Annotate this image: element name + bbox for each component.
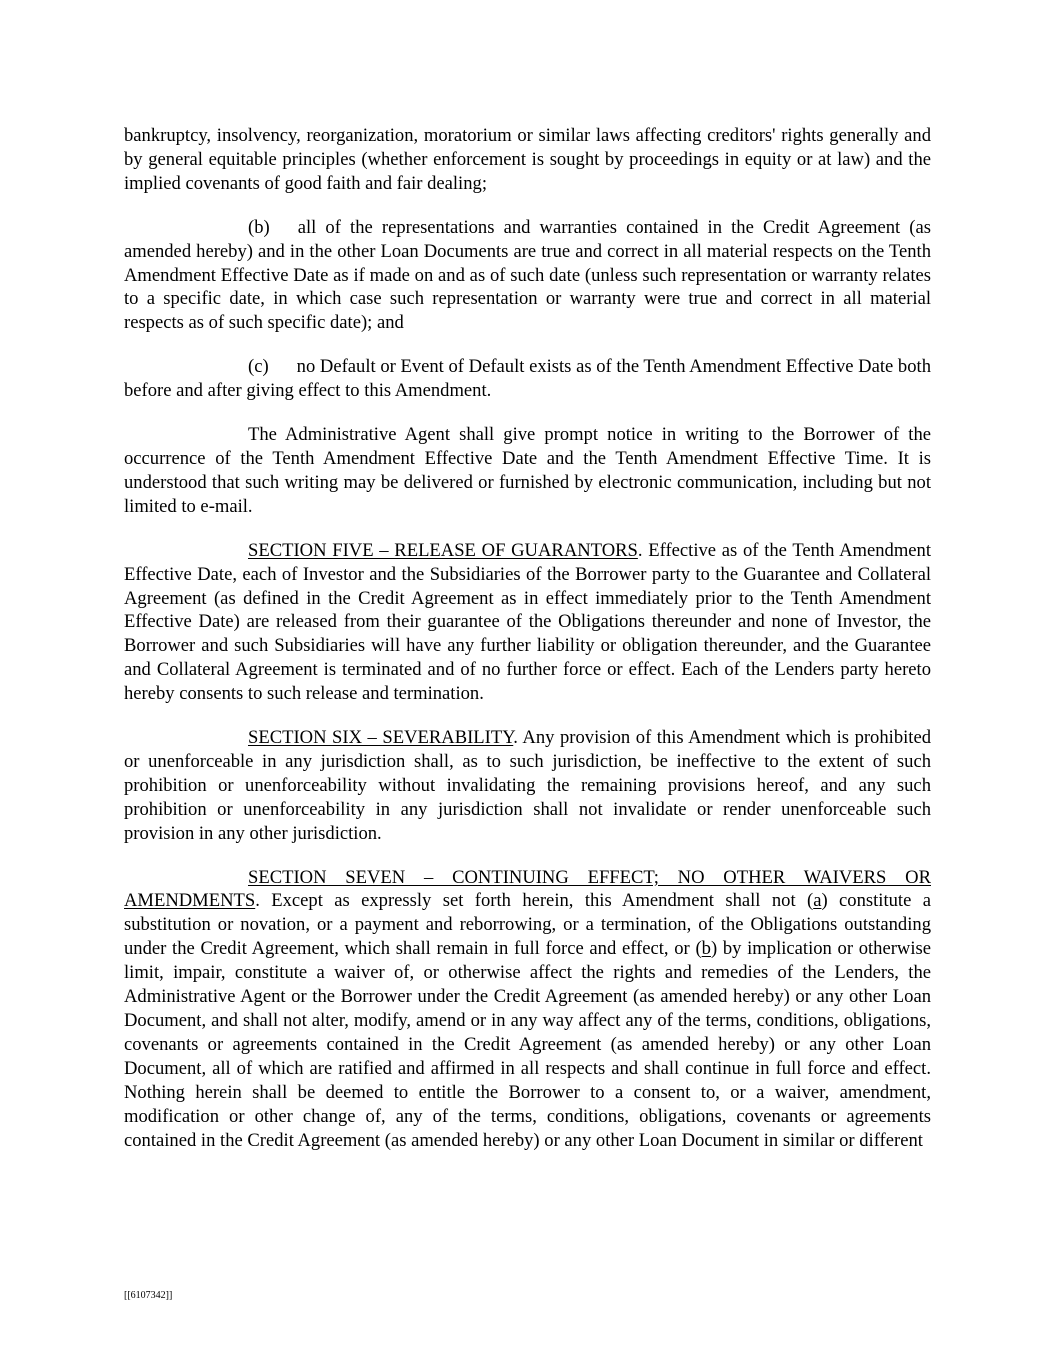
paragraph-section-seven xyxy=(124,866,931,1153)
clause-text-c: no Default or Event of Default exists as of the Tenth Amendment Effective Date both before and after giving effect to this Amendment. xyxy=(124,356,931,402)
paragraph-c-no-default xyxy=(124,355,931,403)
document-footer-id: [[6107342]] xyxy=(124,1290,173,1301)
paragraph-bankruptcy: bankruptcy, insolvency, reorganization, moratorium or similar laws affecting creditors' rights generally and by general equitable principles (whether enforcement is sought by proceedings in equity or at law) and the implied covenants of good faith and fair dealing; xyxy=(124,125,931,194)
section-seven-text-b: ) constitute a substitution or novation, or a payment and reborrowing, or a termination, of the Obligations outstanding under the Credit Agreement, which shall remain in full force and effect, or ( xyxy=(124,890,931,960)
paragraph-section-five xyxy=(124,539,931,706)
clause-text-b: all of the representations and warranties contained in the Credit Agreement (as amended hereby) and in the other Loan Documents are true and correct in all material respects on the Tenth Amendment Effective Date as if made on and as of such date (unless such representation or warranty relates to a specific date, in which case such representation or warranty were true and correct in all material respects as of such specific date); and xyxy=(124,216,931,334)
section-five-text: . Effective as of the Tenth Amendment Effective Date, each of Investor and the Subsidiaries of the Borrower party to the Guarantee and Collateral Agreement (as defined in the Credit Agreement as in effect immediately prior to the Tenth Amendment Effective Date) are released from their guarantee of the Obligations thereunder and none of Investor, the Borrower and such Subsidiaries will have any further liability or obligation thereunder, and the Guarantee and Collateral Agreement is terminated and of no further force or effect. Each of the Lenders party hereto hereby consents to such release and termination. xyxy=(124,539,932,705)
clause-label-b: (b) xyxy=(248,216,270,238)
section-seven-text-c: ) by implication or otherwise limit, impair, constitute a waiver of, or otherwise affect the rights and remedies of the Lenders, the Administrative Agent or the Borrower under the Credit Agreement (as amended hereby) or any other Loan Document, and shall not alter, modify, amend or in any way affect any of the terms, conditions, obligations, covenants or agreements contained in the Credit Agreement (as amended hereby) or any other Loan Document, all of which are ratified and affirmed in all respects and shall continue in full force and effect. Nothing herein shall be deemed to entitle the Borrower to a consent to, or a waiver, amendment, modification or other change of, any of the terms, conditions, obligations, covenants or agreements contained in the Credit Agreement (as amended hereby) or any other Loan Document in similar or different xyxy=(124,938,932,1151)
paragraph-section-six xyxy=(124,726,931,846)
paragraph-notice: The Administrative Agent shall give prompt notice in writing to the Borrower of the occurrence of the Tenth Amendment Effective Date and the Tenth Amendment Effective Time. It is understood that such writing may be delivered or furnished by electronic communication, including but not limited to e-mail. xyxy=(124,424,931,517)
section-seven-text-a: . Except as expressly set forth herein, this Amendment shall not ( xyxy=(255,890,814,912)
section-seven-marker-a: a xyxy=(813,890,822,912)
clause-label-c: (c) xyxy=(248,356,269,378)
section-five-heading: SECTION FIVE – RELEASE OF GUARANTORS xyxy=(248,539,638,561)
section-seven-heading: SECTION SEVEN – CONTINUING EFFECT; NO OTHER WAIVERS OR AMENDMENTS xyxy=(124,866,931,912)
paragraph-b-representations xyxy=(124,216,931,336)
section-six-text: . Any provision of this Amendment which is prohibited or unenforceable in any jurisdiction shall, as to such jurisdiction, be ineffective to the extent of such prohibition or unenforceability without invalidating the remaining provisions hereof, and any such prohibition or unenforceability in any jurisdiction shall not invalidate or render unenforceable such provision in any other jurisdiction. xyxy=(124,727,931,844)
section-six-heading: SECTION SIX – SEVERABILITY xyxy=(248,727,514,749)
section-seven-marker-b: b xyxy=(701,938,711,960)
document-page xyxy=(124,124,931,1172)
